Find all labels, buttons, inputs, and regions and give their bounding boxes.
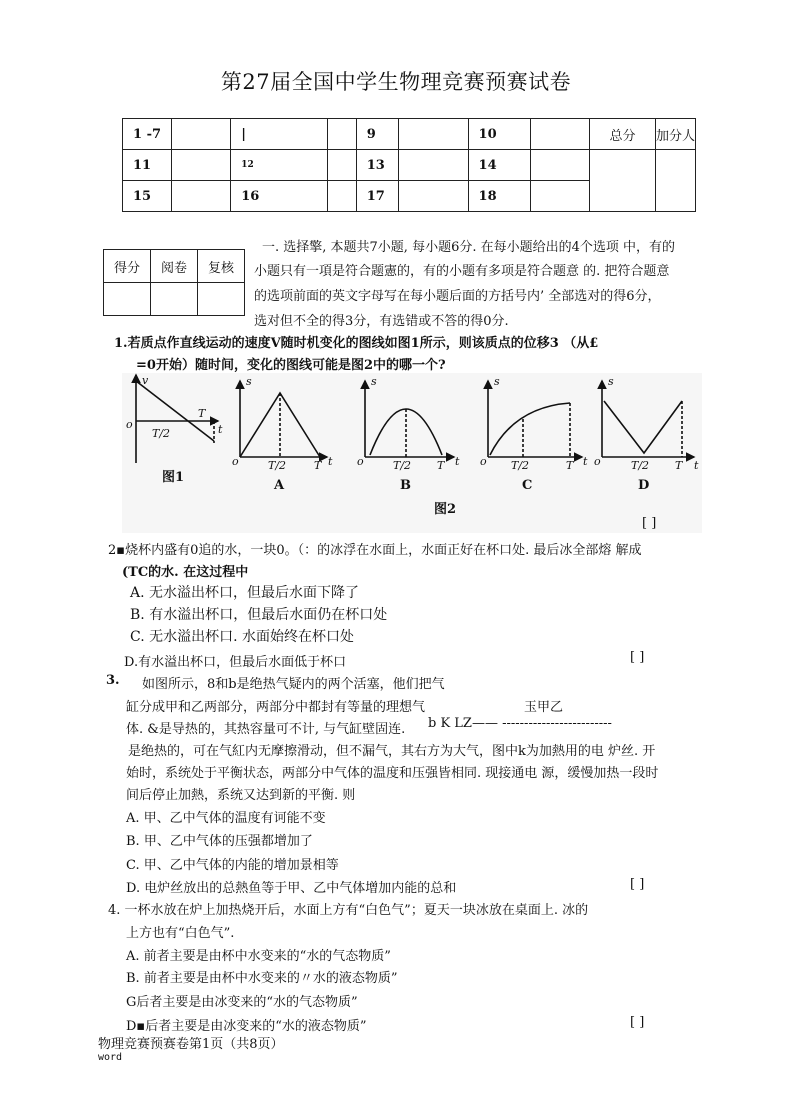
q2-option-c: C. 无水溢出杯口. 水面始终在杯口处 [130, 629, 355, 645]
panel-b-axis-label: s [371, 375, 377, 388]
table-row [123, 119, 696, 150]
table-cell: 17 [356, 181, 399, 212]
table-row [104, 250, 245, 283]
panel-d-origin: o [594, 455, 601, 468]
q4-option-a: A. 前者主要是由杯中水变来的“水的气态物质” [126, 949, 391, 964]
table-cell: 15 [123, 181, 172, 212]
q2-option-d: D.有水溢出杯口，但最后水面低于杯口 [124, 655, 347, 670]
q4-option-d: D▪后者主要是由冰变来的“水的液态物质” [126, 1019, 367, 1034]
fig1-axis-label: t [218, 423, 223, 436]
panel-a-label: A [274, 478, 285, 493]
table-cell: 11 [123, 150, 172, 181]
panel-a-axis-label: t [328, 455, 333, 468]
q3-option-d: D. 电炉丝放出的总熱鱼等于甲、乙中气体增加内能的总和 [126, 881, 457, 896]
table-row [123, 150, 696, 181]
table-cell[interactable] [399, 150, 468, 181]
table-cell[interactable] [530, 181, 590, 212]
section-intro-line: 的选项前面的英文字母写在每小题后面的方括号内’ 全部选对的得6分， [254, 289, 661, 304]
panel-d-curve [604, 401, 682, 453]
panel-a-origin: o [232, 455, 239, 468]
panel-c-curve [490, 403, 570, 455]
panel-c-origin: o [480, 455, 487, 468]
panel-c-label: C [522, 478, 533, 493]
panel-b-origin: o [357, 455, 364, 468]
fig1-origin: o [126, 418, 133, 431]
graphs-svg [122, 373, 702, 533]
panel-b-label: B [400, 478, 411, 493]
answer-bracket-q3[interactable]: [ ] [630, 877, 645, 892]
table-cell[interactable] [328, 181, 356, 212]
table-cell[interactable] [171, 119, 231, 150]
question-3-text: 是绝热的，可在气紅内无摩擦滑动，但不漏气，其右方为大气，图中k为加熱用的电 炉丝. 开 [128, 744, 656, 759]
table-cell: 14 [468, 150, 530, 181]
section-intro-line: 一. 选择擎, 本题共7小题, 每小题6分. 在每小题给出的4个选项 中，有的 [262, 240, 676, 255]
fig1-axis-label: T [198, 407, 206, 420]
question-1-text: =0开始）随时间，变化的图线可能是图2中的哪一个? [136, 358, 446, 373]
panel-a-axis-label: s [246, 375, 252, 388]
table-cell[interactable] [530, 150, 590, 181]
panel-d-axis-label: s [608, 375, 614, 388]
panel-c-axis-label: t [583, 455, 588, 468]
score-field[interactable] [104, 283, 151, 316]
grader-cell[interactable] [655, 150, 695, 212]
question-3-number: 3. [106, 673, 120, 688]
panel-b-tick: T/2 [393, 459, 412, 472]
question-3-text: 缸分成甲和乙两部分，两部分中都封有等量的理想气 [126, 700, 426, 715]
table-cell: 16 [231, 181, 328, 212]
table-cell: 13 [356, 150, 399, 181]
fig1-caption: 图1 [162, 470, 185, 485]
panel-d-tick: T [675, 459, 683, 472]
q4-option-b: B. 前者主要是由杯中水变来的〃水的液态物质” [126, 971, 398, 986]
table-cell[interactable] [399, 181, 468, 212]
q4-option-c: G后者主要是由冰变来的“水的气态物质” [126, 995, 358, 1010]
checker-label: 复核 [198, 250, 245, 283]
panel-b-axis-label: t [455, 455, 460, 468]
table-cell: 18 [468, 181, 530, 212]
score-label: 得分 [104, 250, 151, 283]
panel-c-tick: T/2 [511, 459, 530, 472]
table-cell[interactable] [399, 119, 468, 150]
reviewer-label: 阅卷 [151, 250, 198, 283]
table-cell: 1 -7 [123, 119, 172, 150]
panel-d-label: D [638, 478, 650, 493]
question-3-text: 如图所示，8和b是绝热气疑内的两个活塞，他们把气 [142, 677, 445, 692]
reviewer-field[interactable] [151, 283, 198, 316]
q2-option-b: B. 有水溢出杯口，但最后水面仍在杯口处 [130, 607, 388, 623]
table-cell: 10 [468, 119, 530, 150]
question-1-figure [122, 373, 702, 533]
table-cell[interactable] [171, 150, 231, 181]
table-cell[interactable] [171, 181, 231, 212]
page-title: 第27届全国中学生物理竞赛预赛试卷 [220, 70, 572, 94]
checker-field[interactable] [198, 283, 245, 316]
panel-a-tick: T/2 [268, 459, 287, 472]
section-intro-line: 小题只有一項是符合题憲的，有的小题有多项是符合题意 的. 把符合题意 [254, 264, 670, 279]
table-cell: 9 [356, 119, 399, 150]
question-3-text: 间后停止加熱，系统又达到新的平衡. 则 [126, 788, 356, 803]
question-3-text: 体. &是导热的，其热容量可不计, 与气缸壁固连. [126, 722, 406, 737]
question-3-text: 始时，系统处于平衡状态，两部分中气体的温度和压强皆相同. 现接通电 源，缓慢加热一段时 [126, 766, 659, 781]
q3-option-a: A. 甲、乙中气体的温度有诃能不变 [126, 811, 326, 826]
q3-option-c: C. 甲、乙中气体的内能的增加景相等 [126, 858, 339, 873]
table-row [104, 283, 245, 316]
table-cell: 12 [231, 150, 328, 181]
panel-d-axis-label: t [694, 459, 699, 472]
grader-header: 加分人 [655, 119, 695, 150]
panel-b-tick: T [437, 459, 445, 472]
footer-word: word [98, 1052, 123, 1063]
question-1-text: 1.若质点作直线运动的速度V随时机变化的图线如图1所示，则该质点的位移3 （从£ [114, 336, 599, 351]
question-2-text: (TC的水. 在这过程中 [122, 565, 249, 580]
table-cell: | [231, 119, 328, 150]
panel-c-axis-label: s [494, 375, 500, 388]
answer-bracket-q4[interactable]: [ ] [630, 1015, 645, 1030]
table-cell[interactable] [328, 119, 356, 150]
table-cell[interactable] [530, 119, 590, 150]
total-score-header: 总分 [590, 119, 656, 150]
grader-box [103, 249, 245, 316]
panel-d-tick: T/2 [631, 459, 650, 472]
section-intro-line: 选对但不全的得3分，有选错或不答的得0分. [254, 314, 509, 329]
fig1-tick: T/2 [152, 427, 171, 440]
fig1-axis-label: v [142, 374, 149, 387]
question-2-text: 2▪烧杯内盛有0追的水，一块0。（：的冰浮在水面上，水面正好在杯口处. 最后冰全部熔 解成 [108, 543, 642, 558]
q3-option-b: B. 甲、乙中气体的压强都增加了 [126, 834, 313, 849]
score-table [122, 118, 696, 212]
table-cell[interactable] [328, 150, 356, 181]
panel-a-tick: T [314, 459, 322, 472]
panel-c-tick: T [566, 459, 574, 472]
question-4-text: 上方也有“白色气”. [126, 926, 235, 941]
total-score-cell[interactable] [590, 150, 656, 212]
question-3-figure-label: b K LZ—— ------------------------- [428, 716, 612, 731]
fig2-caption: 图2 [434, 502, 457, 517]
answer-bracket-q2[interactable]: [ ] [630, 650, 645, 665]
question-4-text: 4. 一杯水放在炉上加热烧开后，水面上方有“白色气”；夏天一块冰放在桌面上. 冰的 [108, 903, 589, 918]
answer-bracket-q1[interactable]: [ ] [642, 516, 657, 531]
page-footer: 物理竞赛预赛卷第1页（共8页） [98, 1037, 284, 1052]
question-3-figure-label: 玉甲乙 [524, 700, 564, 715]
q2-option-a: A. 无水溢出杯口，但最后水面下降了 [130, 585, 360, 601]
